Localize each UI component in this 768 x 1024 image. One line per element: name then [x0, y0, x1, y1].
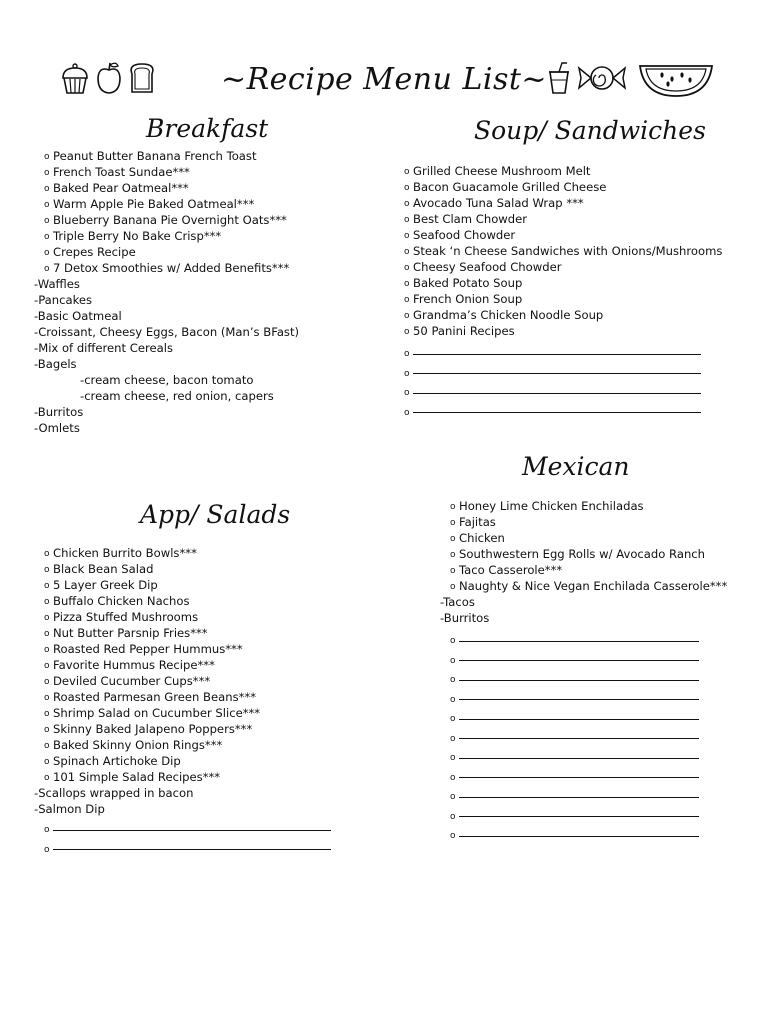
blank-entry-line[interactable] — [450, 691, 727, 711]
list-item: o Nut Butter Parsnip Fries*** — [44, 625, 331, 641]
app-salads-list — [38, 545, 331, 860]
blank-entry-line[interactable] — [450, 749, 727, 769]
list-item: - Waffles — [34, 276, 299, 292]
list-item: o Warm Apple Pie Baked Oatmeal*** — [44, 196, 299, 212]
list-item: o Baked Pear Oatmeal*** — [44, 180, 299, 196]
list-item: o Seafood Chowder — [404, 227, 722, 243]
list-item: o Spinach Artichoke Dip — [44, 753, 331, 769]
list-item: o Triple Berry No Bake Crisp*** — [44, 228, 299, 244]
list-item: o Grandma’s Chicken Noodle Soup — [404, 307, 722, 323]
blank-entry-line[interactable] — [450, 671, 727, 691]
list-item: o Honey Lime Chicken Enchiladas — [450, 498, 727, 514]
list-item: o Southwestern Egg Rolls w/ Avocado Ranch — [450, 546, 727, 562]
blank-entry-line[interactable] — [450, 788, 727, 808]
breakfast-title: Breakfast — [146, 114, 269, 143]
list-item: o Cheesy Seafood Chowder — [404, 259, 722, 275]
list-item: o Taco Casserole*** — [450, 562, 727, 578]
mexican-list — [443, 498, 728, 847]
list-item: - cream cheese, bacon tomato — [80, 372, 299, 388]
list-item: o Fajitas — [450, 514, 727, 530]
list-item: - Basic Oatmeal — [34, 308, 299, 324]
list-item: o Crepes Recipe — [44, 244, 299, 260]
list-item: o Baked Potato Soup — [404, 275, 722, 291]
blank-entry-line[interactable] — [450, 652, 727, 672]
list-item: o 5 Layer Greek Dip — [44, 577, 331, 593]
list-item: - Croissant, Cheesy Eggs, Bacon (Man’s BFast) — [34, 324, 299, 340]
list-item: - Bagels — [34, 356, 299, 372]
breakfast-list — [37, 148, 300, 436]
list-item: o 101 Simple Salad Recipes*** — [44, 769, 331, 785]
list-item: o Chicken — [450, 530, 727, 546]
soup-sandwiches-list — [404, 163, 722, 423]
list-item: - Burritos — [34, 404, 299, 420]
list-item: o Roasted Red Pepper Hummus*** — [44, 641, 331, 657]
list-item: - Mix of different Cereals — [34, 340, 299, 356]
list-item: o French Toast Sundae*** — [44, 164, 299, 180]
page-title: ~Recipe Menu List~ — [220, 62, 548, 97]
list-item: o Buffalo Chicken Nachos — [44, 593, 331, 609]
blank-entry-line[interactable] — [404, 404, 722, 424]
blank-entry-line[interactable] — [404, 365, 722, 385]
blank-entry-line[interactable] — [450, 632, 727, 652]
list-item: o Steak ‘n Cheese Sandwiches with Onions/Mushrooms — [404, 243, 722, 259]
list-item: o Shrimp Salad on Cucumber Slice*** — [44, 705, 331, 721]
list-item: o Grilled Cheese Mushroom Melt — [404, 163, 722, 179]
list-item: - cream cheese, red onion, capers — [80, 388, 299, 404]
list-item: o Naughty & Nice Vegan Enchilada Casserole*** — [450, 578, 727, 594]
blank-entry-line[interactable] — [450, 808, 727, 828]
list-item: o Avocado Tuna Salad Wrap *** — [404, 195, 722, 211]
list-item: o Blueberry Banana Pie Overnight Oats*** — [44, 212, 299, 228]
blank-entry-line[interactable] — [450, 730, 727, 750]
list-item: o 50 Panini Recipes — [404, 323, 722, 339]
list-item: o Peanut Butter Banana French Toast — [44, 148, 299, 164]
blank-entry-line[interactable] — [44, 841, 331, 861]
list-item: - Burritos — [440, 610, 727, 626]
blank-entry-line[interactable] — [450, 769, 727, 789]
list-item: o Best Clam Chowder — [404, 211, 722, 227]
list-item: o Chicken Burrito Bowls*** — [44, 545, 331, 561]
list-item: o French Onion Soup — [404, 291, 722, 307]
list-item: o Roasted Parmesan Green Beans*** — [44, 689, 331, 705]
list-item: o Pizza Stuffed Mushrooms — [44, 609, 331, 625]
mexican-title: Mexican — [522, 452, 630, 481]
list-item: o Favorite Hummus Recipe*** — [44, 657, 331, 673]
list-item: o Bacon Guacamole Grilled Cheese — [404, 179, 722, 195]
list-item: - Omlets — [34, 420, 299, 436]
blank-entry-line[interactable] — [44, 821, 331, 841]
list-item: - Tacos — [440, 594, 727, 610]
blank-entry-line[interactable] — [404, 345, 722, 365]
blank-entry-line[interactable] — [450, 710, 727, 730]
app-salads-title: App/ Salads — [140, 500, 291, 529]
list-item: o Black Bean Salad — [44, 561, 331, 577]
blank-entry-line[interactable] — [450, 827, 727, 847]
list-item: o 7 Detox Smoothies w/ Added Benefits*** — [44, 260, 299, 276]
list-item: o Skinny Baked Jalapeno Poppers*** — [44, 721, 331, 737]
blank-entry-line[interactable] — [404, 384, 722, 404]
list-item: - Salmon Dip — [34, 801, 331, 817]
list-item: - Scallops wrapped in bacon — [34, 785, 331, 801]
soup-sandwiches-title: Soup/ Sandwiches — [474, 116, 706, 145]
list-item: o Baked Skinny Onion Rings*** — [44, 737, 331, 753]
list-item: - Pancakes — [34, 292, 299, 308]
list-item: o Deviled Cucumber Cups*** — [44, 673, 331, 689]
